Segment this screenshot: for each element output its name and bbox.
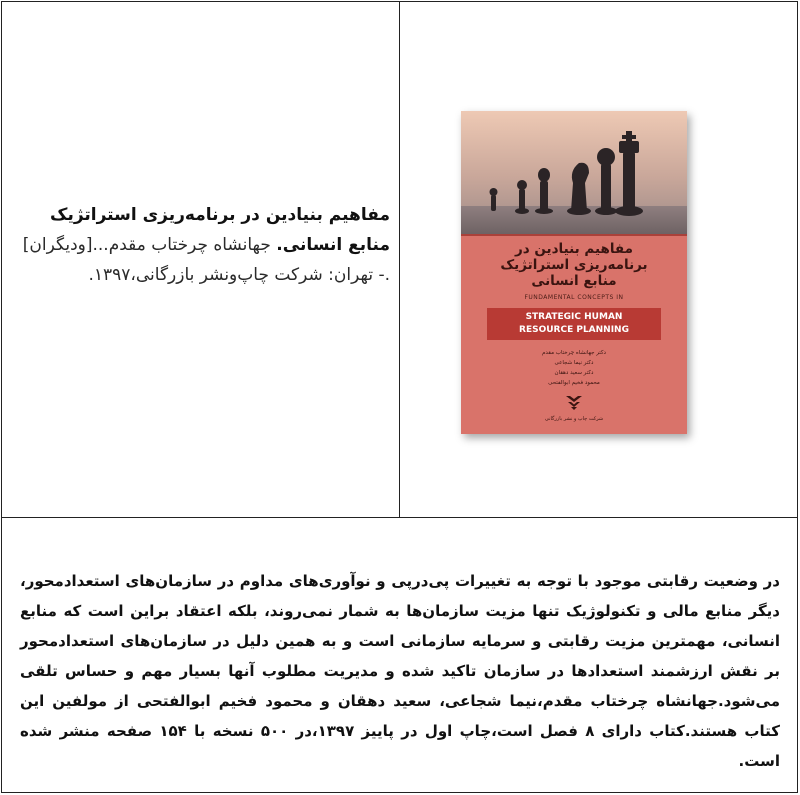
citation-details: جهانشاه چرختاب مقدم...[ودیگران] .- تهران: شرکت چاپ‌ونشر بازرگانی،۱۳۹۷. — [22, 235, 390, 285]
cover-title — [461, 241, 687, 289]
cover-publisher: شرکت چاپ و نشر بازرگانی — [544, 416, 604, 422]
book-title: مفاهیم بنیادین در برنامه‌ریزی استراتژیک منابع انسانی. — [50, 205, 390, 255]
cover-english-line: RESOURCE PLANNING — [519, 325, 629, 335]
column-divider — [399, 1, 400, 518]
cover-author: دکتر جهانشاه چرختاب مقدم — [542, 350, 606, 356]
book-cover — [461, 111, 687, 434]
book-abstract: در وضعیت رقابتی موجود با توجه به تغییرات پی‌درپی و نوآوری‌های مداوم در سازمان‌های استعدادمحور، دیگر منابع مالی و تکنولوژیک تنها مزیت سازمان‌ها به شمار نمی‌روند، بلکه اعتقاد براین است که منابع انسانی، مهمترین مزیت رقابتی و سرمایه سازمانی است و به همین دلیل در سازمان‌های استعدادمحور بر نقش ارزشمند استعدادها در سازمان تاکید شده و مدیریت مطلوب آنها بسیار مهم و حساس تلقی می‌شود.جهانشاه چرختاب مقدم،نیما شجاعی، سعید دهقان و محمود فخیم ابوالفتحی از مولفین این کتاب هستند.کتاب دارای ۸ فصل است،چاپ اول در پاییز ۱۳۹۷،در ۵۰۰ نسخه با ۱۵۴ صفحه منشر شده است. — [20, 572, 780, 770]
citation-cell — [10, 200, 390, 290]
cover-title-line: مفاهیم بنیادین در — [514, 241, 633, 257]
cover-title-line: برنامه‌ریزی استراتژیک — [500, 257, 648, 273]
row-divider — [1, 517, 798, 518]
cover-english-title — [487, 308, 661, 340]
cover-author: دکتر سعید دهقان — [554, 370, 594, 376]
cover-english-subtitle: FUNDAMENTAL CONCEPTS IN — [524, 294, 624, 301]
cover-authors — [461, 348, 687, 388]
cover-author: محمود فخیم ابوالفتحی — [548, 380, 600, 386]
cover-english-line: STRATEGIC HUMAN — [525, 312, 623, 322]
cover-title-line: منابع انسانی — [531, 273, 617, 289]
publisher-logo-icon — [564, 394, 584, 412]
cover-author: دکتر نیما شجاعی — [554, 360, 594, 366]
